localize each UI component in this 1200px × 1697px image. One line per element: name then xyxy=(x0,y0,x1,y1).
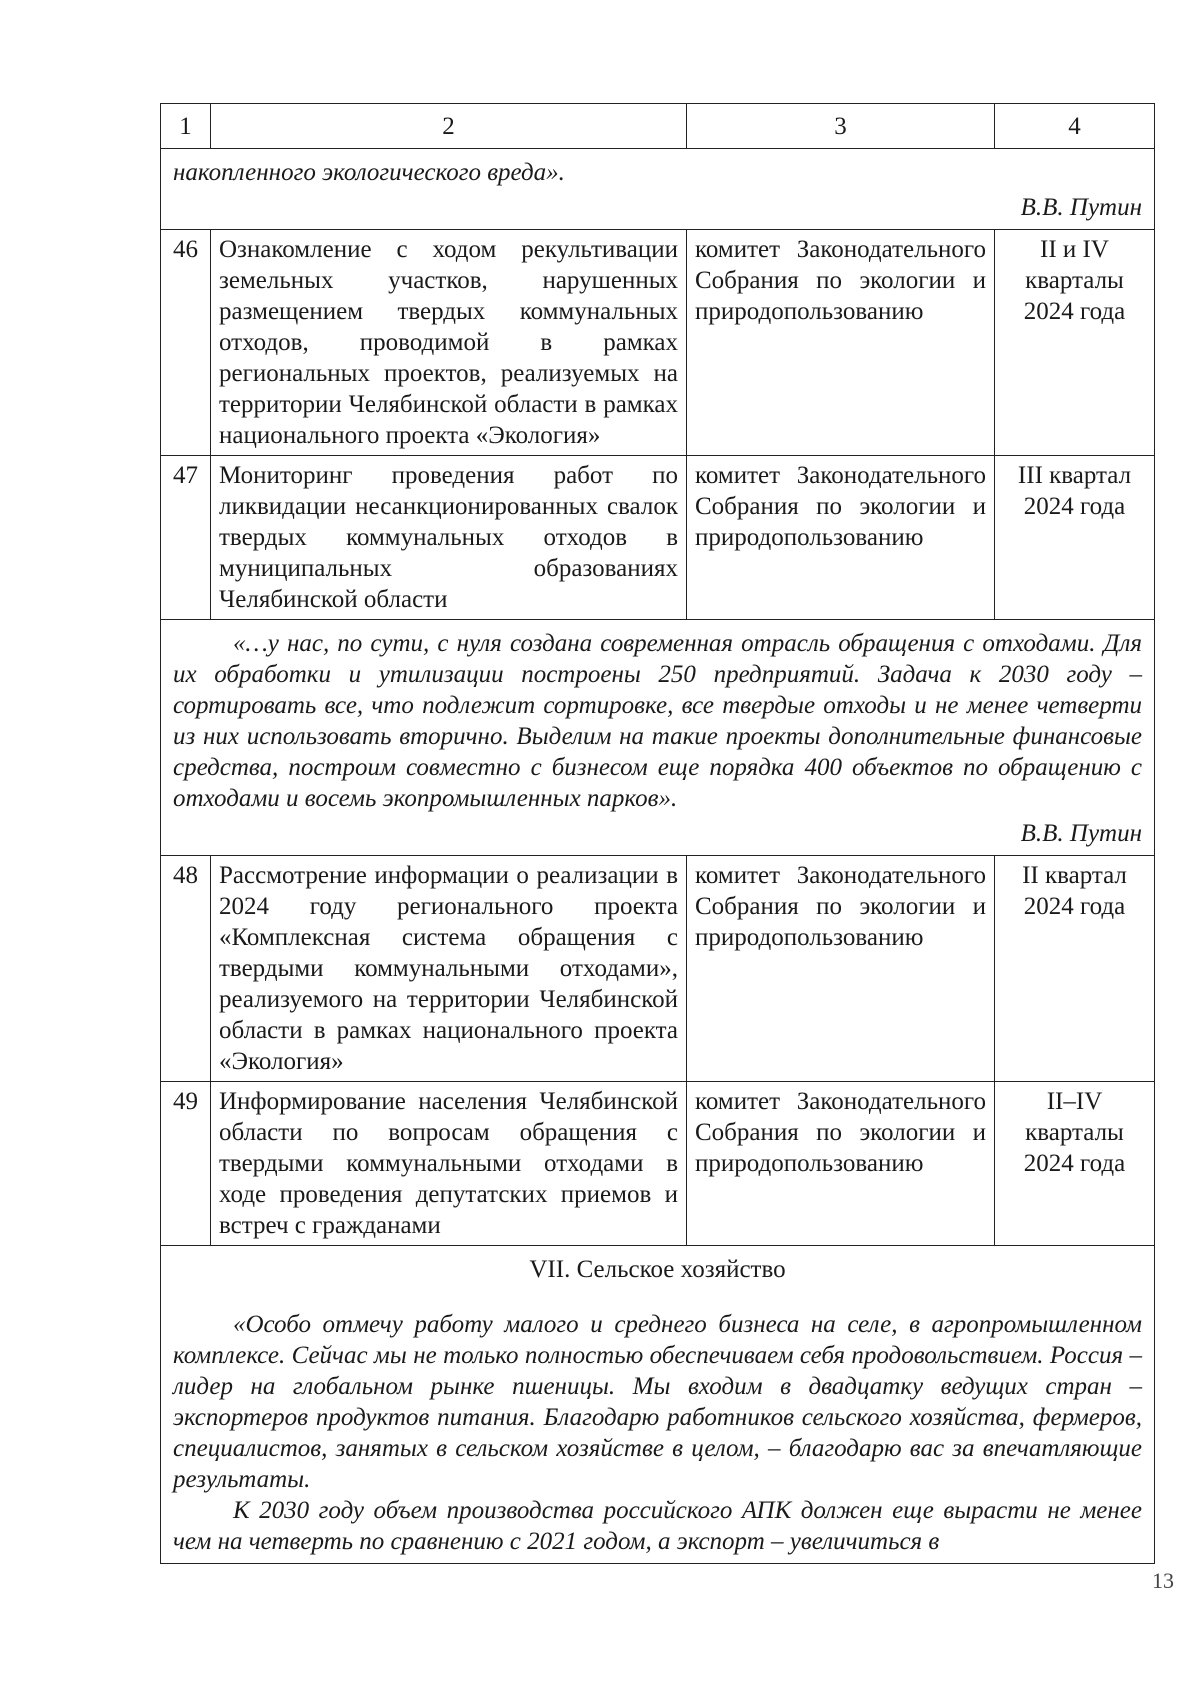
row-number: 48 xyxy=(161,856,211,1082)
table-row xyxy=(161,1082,1155,1246)
quote-cell xyxy=(161,149,1155,230)
table-row xyxy=(161,230,1155,456)
term-cell: II квартал 2024 года xyxy=(995,856,1155,1082)
quote-text: «…у нас, по сути, с нуля создана современная отрасль обращения с отходами. Для их обработки и утилизации построены 250 предприятий. Задача к 2030 году – сортировать все, что подлежит сортировке, все твердые отходы и не менее четверти из них использовать вторично. Выделим на такие проекты дополнительные финансовые средства, построим совместно с бизнесом еще порядка 400 объектов по обращению с отходами и восемь экопромышленных парков». xyxy=(173,630,1142,812)
quote-author: В.В. Путин xyxy=(1020,820,1142,847)
event-cell: Рассмотрение информации о реализации в 2024 году регионального проекта «Комплексная система обращения с твердыми коммунальными отходами», реализуемого на территории Челябинской области в рамках национального проекта «Экология» xyxy=(211,856,687,1082)
header-cell: 3 xyxy=(687,104,995,149)
section-cell xyxy=(161,1246,1155,1564)
quote-author: В.В. Путин xyxy=(1020,194,1142,221)
quote-row xyxy=(161,620,1155,856)
page-number: 13 xyxy=(1152,1568,1174,1593)
row-number: 49 xyxy=(161,1082,211,1246)
table-row xyxy=(161,856,1155,1082)
section-row xyxy=(161,1246,1155,1564)
quote-row xyxy=(161,149,1155,230)
quote-text: «Особо отмечу работу малого и среднего бизнеса на селе, в агропромышленном комплексе. Сейчас мы не только полностью обеспечиваем себя продовольствием. Россия – лидер на глобальном рынке пшеницы. Мы входим в двадцатку ведущих стран – экспортеров продуктов питания. Благодарю работников сельского хозяйства, фермеров, специалистов, занятых в сельском хозяйстве в целом, – благодарю вас за впечатляющие результаты. xyxy=(173,1311,1142,1493)
header-cell: 1 xyxy=(161,104,211,149)
term-cell: II и IV кварталы 2024 года xyxy=(995,230,1155,456)
table-row xyxy=(161,456,1155,620)
section-title: VII. Сельское хозяйство xyxy=(529,1256,786,1283)
quote-text: накопленного экологического вреда». xyxy=(173,159,565,186)
responsible-cell: комитет Законодательного Собрания по экологии и природопользованию xyxy=(687,1082,995,1246)
header-cell: 2 xyxy=(211,104,687,149)
header-cell: 4 xyxy=(995,104,1155,149)
term-cell: II–IV кварталы 2024 года xyxy=(995,1082,1155,1246)
term-cell: III квартал 2024 года xyxy=(995,456,1155,620)
row-number: 46 xyxy=(161,230,211,456)
responsible-cell: комитет Законодательного Собрания по экологии и природопользованию xyxy=(687,856,995,1082)
quote-text: К 2030 году объем производства российского АПК должен еще вырасти не менее чем на четверть по сравнению с 2021 годом, а экспорт – увеличиться в xyxy=(173,1497,1142,1555)
responsible-cell: комитет Законодательного Собрания по экологии и природопользованию xyxy=(687,230,995,456)
event-cell: Мониторинг проведения работ по ликвидации несанкционированных свалок твердых коммунальных отходов в муниципальных образованиях Челябинской области xyxy=(211,456,687,620)
event-cell: Ознакомление с ходом рекультивации земельных участков, нарушенных размещением твердых коммунальных отходов, проводимой в рамках региональных проектов, реализуемых на территории Челябинской области в рамках национального проекта «Экология» xyxy=(211,230,687,456)
plan-table xyxy=(160,103,1155,1564)
responsible-cell: комитет Законодательного Собрания по экологии и природопользованию xyxy=(687,456,995,620)
event-cell: Информирование населения Челябинской области по вопросам обращения с твердыми коммунальными отходами в ходе проведения депутатских приемов и встреч с гражданами xyxy=(211,1082,687,1246)
row-number: 47 xyxy=(161,456,211,620)
table-header-row xyxy=(161,104,1155,149)
quote-cell xyxy=(161,620,1155,856)
